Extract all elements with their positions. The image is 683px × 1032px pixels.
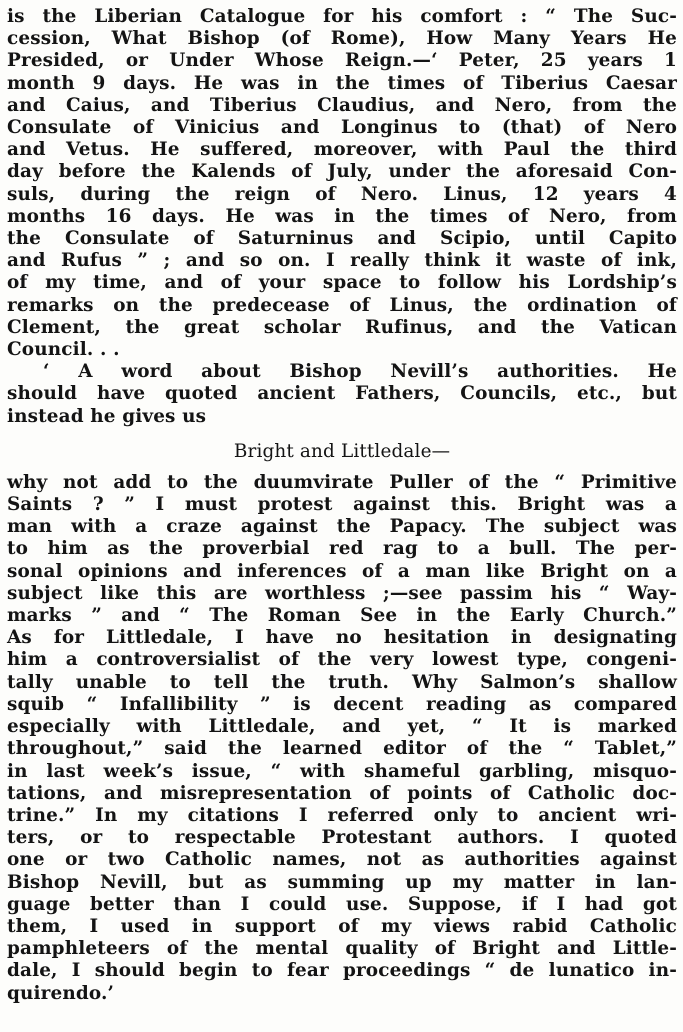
text-line: and Rufus ” ; and so on. I really think it waste of ink, bbox=[7, 250, 677, 272]
text-line: them, I used in support of my views rabid Catholic bbox=[7, 915, 677, 937]
text-line: Bishop Nevill, but as summing up my matter in lan- bbox=[7, 871, 677, 893]
text-line: remarks on the predecease of Linus, the ordination of bbox=[7, 294, 677, 316]
text-line: guage better than I could use. Suppose, if I had got bbox=[7, 893, 677, 915]
text-line: why not add to the duumvirate Puller of the “ Primitive bbox=[7, 471, 677, 493]
text-line: especially with Littledale, and yet, “ It is marked bbox=[7, 716, 677, 738]
text-line: and Caius, and Tiberius Claudius, and Nero, from the bbox=[7, 94, 677, 116]
text-line: sonal opinions and inferences of a man like Bright on a bbox=[7, 560, 677, 582]
text-line: Clement, the great scholar Rufinus, and the Vatican bbox=[7, 316, 677, 338]
text-line: should have quoted ancient Fathers, Councils, etc., but bbox=[7, 383, 677, 405]
text-line: cession, What Bishop (of Rome), How Many Years He bbox=[7, 28, 677, 50]
text-line: months 16 days. He was in the times of Nero, from bbox=[7, 205, 677, 227]
text-line: of my time, and of your space to follow his Lordship’s bbox=[7, 272, 677, 294]
text-line: ‘ A word about Bishop Nevill’s authorities. He bbox=[43, 361, 677, 383]
text-line: tations, and misrepresentation of points of Catholic doc- bbox=[7, 782, 677, 804]
text-line: Council. . . bbox=[7, 339, 120, 361]
text-line: trine.” In my citations I referred only to ancient wri- bbox=[7, 804, 677, 826]
text-line: day before the Kalends of July, under the aforesaid Con- bbox=[7, 161, 677, 183]
paragraph-liberian-catalogue bbox=[7, 6, 677, 361]
text-line: tally unable to tell the truth. Why Salmon’s shallow bbox=[7, 671, 677, 693]
text-line: squib “ Infallibility ” is decent reading as compared bbox=[7, 693, 677, 715]
text-line: dale, I should begin to fear proceedings “ de lunatico in- bbox=[7, 960, 677, 982]
text-line: suls, during the reign of Nero. Linus, 12 years 4 bbox=[7, 183, 677, 205]
text-line: Consulate of Vinicius and Longinus to (that) of Nero bbox=[7, 117, 677, 139]
paragraph-authorities bbox=[7, 361, 677, 428]
text-line: man with a craze against the Papacy. The subject was bbox=[7, 516, 677, 538]
text-line: him a controversialist of the very lowest type, congeni- bbox=[7, 649, 677, 671]
text-line: As for Littledale, I have no hesitation in designating bbox=[7, 627, 677, 649]
subheading: Bright and Littledale— bbox=[233, 440, 451, 462]
text-line: Presided, or Under Whose Reign.—‘ Peter, 25 years 1 bbox=[7, 50, 677, 72]
text-line: quirendo.’ bbox=[7, 982, 115, 1004]
text-line: to him as the proverbial red rag to a bull. The per- bbox=[7, 538, 677, 560]
text-line: is the Liberian Catalogue for his comfort : “ The Suc- bbox=[7, 6, 677, 27]
text-line: subject like this are worthless ;—see passim his “ Way- bbox=[7, 582, 677, 604]
text-line: Saints ? ” I must protest against this. Bright was a bbox=[7, 494, 677, 516]
text-line: month 9 days. He was in the times of Tiberius Caesar bbox=[7, 72, 677, 94]
text-line: ters, or to respectable Protestant authors. I quoted bbox=[7, 827, 677, 849]
paragraph-bright-littledale bbox=[7, 472, 677, 1005]
text-line: pamphleteers of the mental quality of Bright and Little- bbox=[7, 938, 677, 960]
text-line: instead he gives us bbox=[7, 405, 207, 427]
text-line: in last week’s issue, “ with shameful garbling, misquo- bbox=[7, 760, 677, 782]
text-line: one or two Catholic names, not as authorities against bbox=[7, 849, 677, 871]
text-line: throughout,” said the learned editor of the “ Tablet,” bbox=[7, 738, 677, 760]
text-line: the Consulate of Saturninus and Scipio, until Capito bbox=[7, 228, 677, 250]
text-line: marks ” and “ The Roman See in the Early Church.” bbox=[7, 605, 677, 627]
text-line: and Vetus. He suffered, moreover, with Paul the third bbox=[7, 139, 677, 161]
